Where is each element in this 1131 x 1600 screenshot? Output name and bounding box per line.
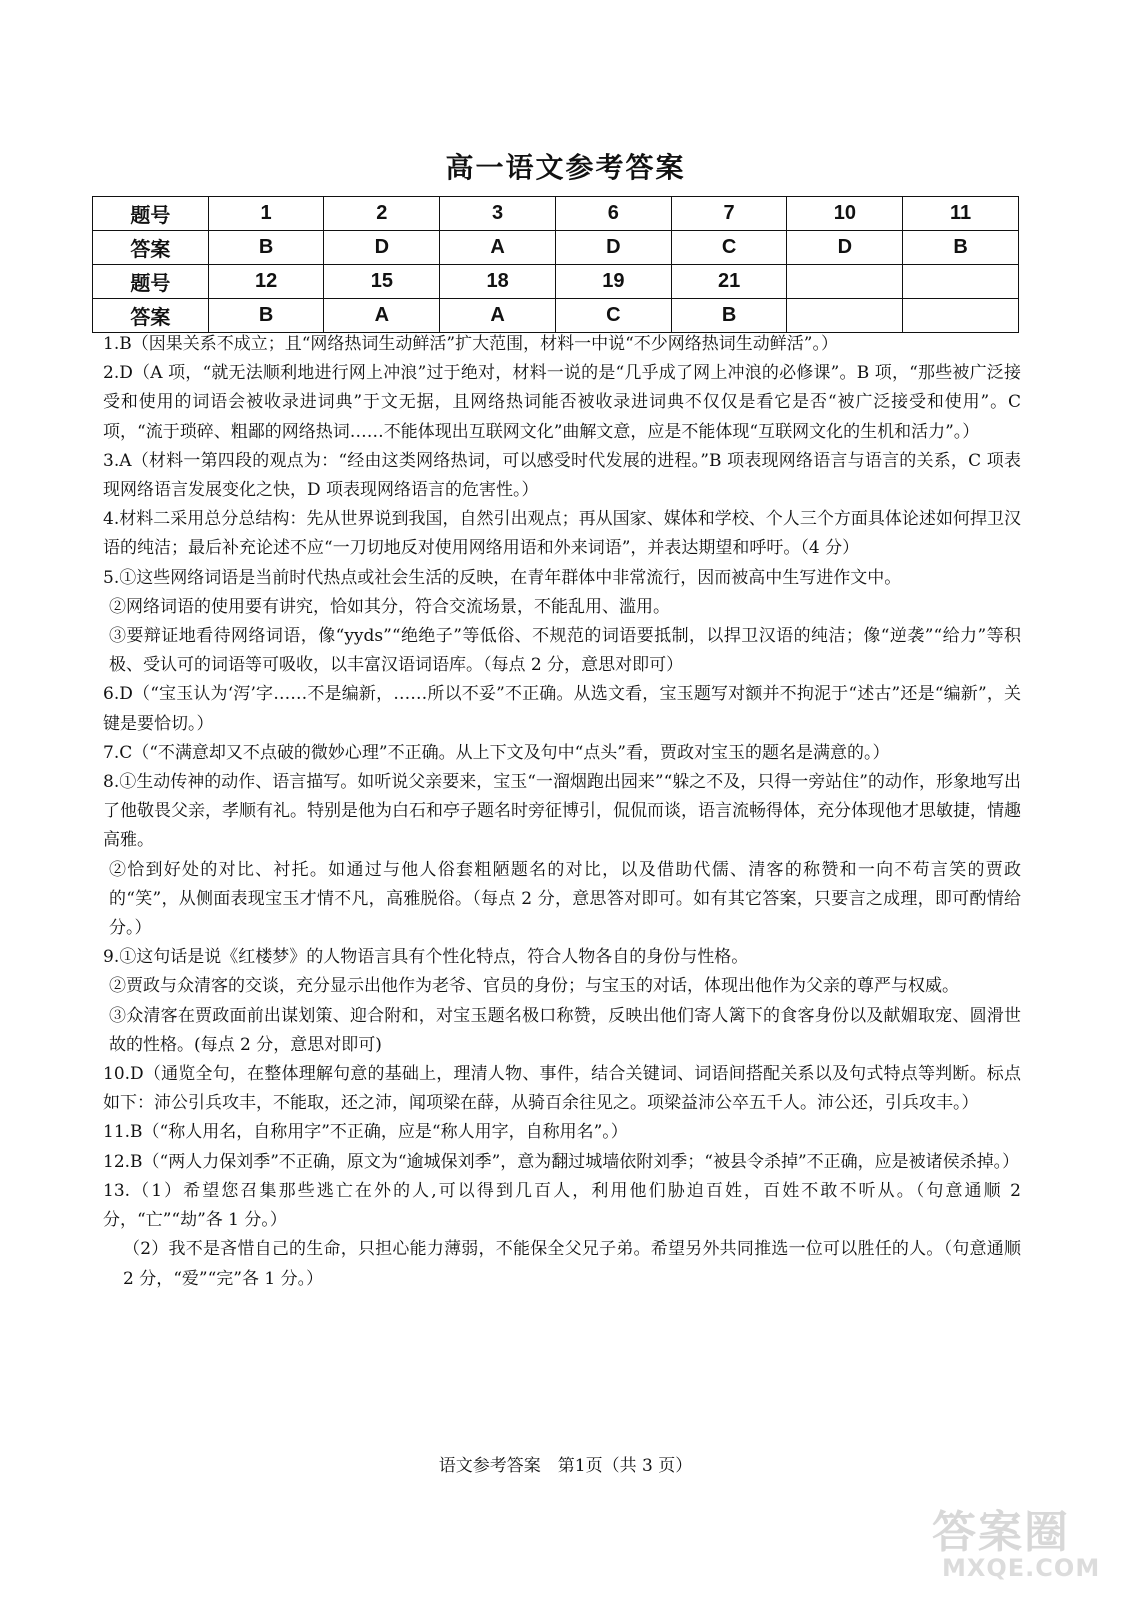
answer-2: 2.D（A 项，“就无法顺利地进行网上冲浪”过于绝对，材料一说的是“几乎成了网上冲浪的必修课”。B 项，“那些被广泛接受和使用的词语会被收录进词典”于文无据，且网络热词能否被收录进词典不仅仅是看它是否“被广泛接受和使用”。C 项，“流于琐碎、粗鄙的网络热词……不能体现出互联网文化”曲解文意，应是不能体现“互联网文化的生机和活力”。） bbox=[103, 363, 1021, 442]
answer-5-point-2: ②网络词语的使用要有讲究，恰如其分，符合交流场景，不能乱用、滥用。 bbox=[109, 596, 670, 617]
answer-8-point-2: ②恰到好处的对比、衬托。如通过与他人俗套粗陋题名的对比，以及借助代儒、清客的称赞和一向不苟言笑的贾政的“笑”，从侧面表现宝玉才情不凡，高雅脱俗。（每点 2 分，意思答对即可。如有其它答案，只要言之成理，即可酌情给分。） bbox=[109, 859, 1021, 939]
table-cell: D bbox=[787, 231, 903, 265]
answer-3: 3.A（材料一第四段的观点为：“经由这类网络热词，可以感受时代发展的进程。”B 项表现网络语言与语言的关系，C 项表现网络语言发展变化之快，D 项表现网络语言的危害性。） bbox=[103, 450, 1021, 501]
table-cell: 18 bbox=[440, 265, 556, 299]
table-cell: 11 bbox=[903, 197, 1019, 231]
table-cell: 21 bbox=[671, 265, 787, 299]
answer-9-point-2: ②贾政与众清客的交谈，充分显示出他作为老爷、官员的身份；与宝玉的对话，体现出他作为父亲的尊严与权威。 bbox=[109, 976, 959, 997]
watermark bbox=[918, 1492, 1118, 1592]
table-row bbox=[93, 231, 1019, 265]
table-row bbox=[93, 299, 1019, 333]
answer-13-part-2: （2）我不是吝惜自己的生命，只担心能力薄弱，不能保全父兄子弟。希望另外共同推选一位可以胜任的人。（句意通顺 2 分，“爱”“完”各 1 分。） bbox=[123, 1239, 1021, 1289]
table-cell bbox=[787, 299, 903, 333]
table-row bbox=[93, 197, 1019, 231]
answer-6: 6.D（“宝玉认为‘泻’字……不是编新，……所以不妥”不正确。从选文看，宝玉题写对额并不拘泥于“述古”还是“编新”，关键是要恰切。） bbox=[103, 684, 1021, 734]
answer-13-part-1: 13.（1）希望您召集那些逃亡在外的人,可以得到几百人，利用他们胁迫百姓，百姓不敢不听从。（句意通顺 2 分，“亡”“劫”各 1 分。） bbox=[103, 1180, 1021, 1231]
table-cell: B bbox=[903, 231, 1019, 265]
table-cell: A bbox=[440, 231, 556, 265]
answer-7: 7.C（“不满意却又不点破的微妙心理”不正确。从上下文及句中“点头”看，贾政对宝玉的题名是满意的。） bbox=[103, 742, 890, 763]
table-cell: 答案 bbox=[93, 231, 209, 265]
table-cell: B bbox=[208, 231, 324, 265]
table-cell: D bbox=[324, 231, 440, 265]
table-cell: C bbox=[555, 299, 671, 333]
answer-5-point-1: 5.①这些网络词语是当前时代热点或社会生活的反映，在青年群体中非常流行，因而被高中生写进作文中。 bbox=[103, 567, 902, 588]
answer-4: 4.材料二采用总分总结构：先从世界说到我国，自然引出观点；再从国家、媒体和学校、个人三个方面具体论述如何捍卫汉语的纯洁；最后补充论述不应“一刀切地反对使用网络用语和外来词语”，并表达期望和呼吁。（4 分） bbox=[103, 509, 1021, 559]
table-cell bbox=[903, 265, 1019, 299]
table-cell: 答案 bbox=[93, 299, 209, 333]
table-cell: 10 bbox=[787, 197, 903, 231]
table-cell: A bbox=[440, 299, 556, 333]
table-row bbox=[93, 265, 1019, 299]
table-cell: 3 bbox=[440, 197, 556, 231]
table-cell: 1 bbox=[208, 197, 324, 231]
answer-11: 11.B（“称人用名，自称用字”不正确，应是“称人用字，自称用名”。） bbox=[103, 1122, 628, 1143]
table-cell: 12 bbox=[208, 265, 324, 299]
table-cell: D bbox=[555, 231, 671, 265]
table-cell: 15 bbox=[324, 265, 440, 299]
table-cell: C bbox=[671, 231, 787, 265]
answer-8-point-1: 8.①生动传神的动作、语言描写。如听说父亲要来，宝玉“一溜烟跑出园来”“躲之不及，只得一旁站住”的动作，形象地写出了他敬畏父亲，孝顺有礼。特别是他为白石和亭子题名时旁征博引，侃侃而谈，语言流畅得体，充分体现他才思敏捷，情趣高雅。 bbox=[103, 772, 1021, 851]
table-cell: 6 bbox=[555, 197, 671, 231]
watermark-url: MXQE.COM bbox=[942, 1554, 1101, 1582]
answer-9-point-3: ③众清客在贾政面前出谋划策、迎合附和，对宝玉题名极口称赞，反映出他们寄人篱下的食客身份以及献媚取宠、圆滑世故的性格。(每点 2 分，意思对即可) bbox=[109, 1005, 1021, 1055]
table-cell bbox=[787, 265, 903, 299]
answer-explanations bbox=[103, 330, 1021, 1294]
table-cell: 7 bbox=[671, 197, 787, 231]
answer-1: 1.B（因果关系不成立；且“网络热词生动鲜活”扩大范围，材料一中说“不少网络热词生动鲜活”。） bbox=[103, 334, 838, 354]
table-cell: 2 bbox=[324, 197, 440, 231]
table-cell: A bbox=[324, 299, 440, 333]
answer-12: 12.B（“两人力保刘季”不正确，原文为“逾城保刘季”，意为翻过城墙依附刘季；“被县令杀掉”不正确，应是被诸侯杀掉。） bbox=[103, 1151, 1020, 1172]
answer-9-point-1: 9.①这句话是说《红楼梦》的人物语言具有个性化特点，符合人物各自的身份与性格。 bbox=[103, 947, 749, 968]
page-title: 高一语文参考答案 bbox=[445, 151, 686, 184]
page-footer: 语文参考答案 第1页（共 3 页） bbox=[438, 1456, 693, 1476]
table-cell bbox=[903, 299, 1019, 333]
table-cell: 题号 bbox=[93, 197, 209, 231]
answer-key-table bbox=[92, 196, 1019, 333]
table-cell: 题号 bbox=[93, 265, 209, 299]
answer-5-point-3: ③要辩证地看待网络词语，像“yyds”“绝绝子”等低俗、不规范的词语要抵制，以捍卫汉语的纯洁；像“逆袭”“给力”等积极、受认可的词语等可吸收，以丰富汉语词语库。（每点 2 分，意思对即可） bbox=[109, 626, 1021, 676]
table-cell: B bbox=[208, 299, 324, 333]
watermark-logo: 答案圈 bbox=[932, 1507, 1070, 1558]
table-cell: 19 bbox=[555, 265, 671, 299]
answer-10: 10.D（通览全句，在整体理解句意的基础上，理清人物、事件，结合关键词、词语间搭配关系以及句式特点等判断。标点如下：沛公引兵攻丰，不能取，还之沛，闻项梁在薛，从骑百余往见之。项梁益沛公卒五千人。沛公还，引兵攻丰。） bbox=[103, 1064, 1021, 1114]
table-cell: B bbox=[671, 299, 787, 333]
